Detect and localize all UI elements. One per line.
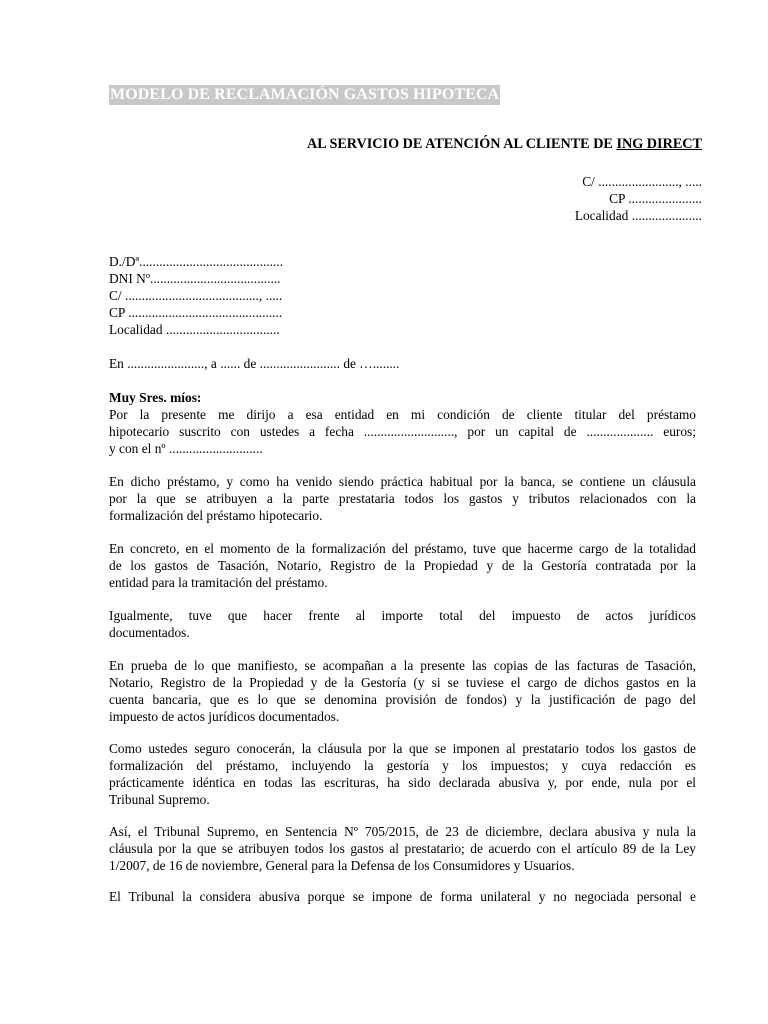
paragraph-5 bbox=[109, 658, 696, 726]
paragraph-line: y con el nº ............................ bbox=[109, 440, 263, 456]
sender-postcode: CP .............................................. bbox=[109, 304, 283, 320]
recipient-locality: Localidad ..................... bbox=[574, 207, 702, 223]
paragraph-line: En prueba de lo que manifiesto, se acompañan a la presente las copias de las facturas de Tasación, bbox=[109, 658, 696, 673]
paragraph-line: impuesto de actos jurídicos documentados. bbox=[109, 708, 340, 724]
paragraph-line: Tribunal Supremo. bbox=[109, 791, 210, 807]
greeting: Muy Sres. míos: bbox=[109, 390, 202, 405]
document-title: MODELO DE RECLAMACIÓN GASTOS HIPOTECA bbox=[110, 86, 500, 103]
recipient-street: C/ ........................, ..... bbox=[582, 174, 702, 189]
paragraph-line: formalización del préstamo, incluyendo la gestoría y los impuestos; y cuya redacción es bbox=[109, 757, 696, 773]
paragraph-line: entidad para la tramitación del préstamo. bbox=[109, 574, 328, 590]
paragraph-line: cuenta bancaria, que es lo que se denomina provisión de fondos) y la justificación de pago del bbox=[109, 691, 696, 707]
paragraph-line: cláusula por la que se atribuyen todos los gastos al prestatario; de acuerdo con el artículo 89 de la Ley bbox=[109, 840, 696, 856]
paragraph-line: de los gastos de Tasación, Notario, Registro de la Propiedad y de la Gestoría contratada por la bbox=[109, 557, 696, 573]
paragraph-line: por la que se atribuyen a la parte prestataria todos los gastos y tributos relacionados con la bbox=[109, 490, 696, 506]
recipient-bank: ING DIRECT bbox=[616, 136, 702, 152]
paragraph-3 bbox=[109, 541, 696, 592]
paragraph-line: Así, el Tribunal Supremo, en Sentencia Nº 705/2015, de 23 de diciembre, declara abusiva y nula la bbox=[109, 824, 696, 839]
paragraph-line: En concreto, en el momento de la formalización del préstamo, tuve que hacerme cargo de la totalidad bbox=[109, 541, 696, 556]
paragraph-4 bbox=[109, 608, 696, 642]
place-date-line: En ......................., a ...... de ........................ de …........ bbox=[109, 356, 400, 371]
paragraph-7 bbox=[109, 824, 696, 875]
paragraph-6 bbox=[109, 741, 696, 809]
paragraph-line: documentados. bbox=[109, 624, 190, 640]
recipient-prefix: AL SERVICIO DE ATENCIÓN AL CLIENTE DE bbox=[306, 136, 617, 152]
sender-block bbox=[109, 254, 283, 339]
paragraph-line: Notario, Registro de la Propiedad y de la Gestoría (y si se tuviese el cargo de dichos gastos en la bbox=[109, 674, 696, 690]
recipient-postcode: CP ...................... bbox=[609, 190, 702, 206]
paragraph-line: hipotecario suscrito con ustedes a fecha ..........................., por un capital de .................... euros; bbox=[109, 423, 696, 439]
sender-name: D./Dª........................................... bbox=[109, 254, 284, 269]
sender-street: C/ ........................................, ..... bbox=[109, 287, 283, 303]
paragraph-8 bbox=[109, 889, 696, 906]
paragraph-line: 1/2007, de 16 de noviembre, General para la Defensa de los Consumidores y Usuarios. bbox=[109, 857, 575, 873]
paragraph-line: Como ustedes seguro conocerán, la cláusula por la que se imponen al prestatario todos los gastos de bbox=[109, 741, 696, 756]
paragraph-line: Por la presente me dirijo a esa entidad en mi condición de cliente titular del préstamo bbox=[109, 407, 696, 422]
paragraph-line: formalización del préstamo hipotecario. bbox=[109, 507, 323, 523]
sender-dni: DNI Nº....................................... bbox=[109, 270, 281, 286]
recipient-line bbox=[307, 136, 702, 153]
sender-locality: Localidad .................................. bbox=[109, 321, 280, 337]
paragraph-line: En dicho préstamo, y como ha venido siendo práctica habitual por la banca, se contiene un cláusula bbox=[109, 474, 696, 489]
paragraph-line: El Tribunal la considera abusiva porque se impone de forma unilateral y no negociada personal e bbox=[109, 889, 696, 904]
recipient-address bbox=[575, 174, 702, 225]
paragraph-line: prácticamente idéntica en todas las escrituras, ha sido declarada abusiva y, por ende, nula por el bbox=[109, 774, 696, 790]
paragraph-line: Igualmente, tuve que hacer frente al importe total del impuesto de actos jurídicos bbox=[109, 608, 696, 623]
paragraph-1 bbox=[109, 407, 696, 458]
paragraph-2 bbox=[109, 474, 696, 525]
